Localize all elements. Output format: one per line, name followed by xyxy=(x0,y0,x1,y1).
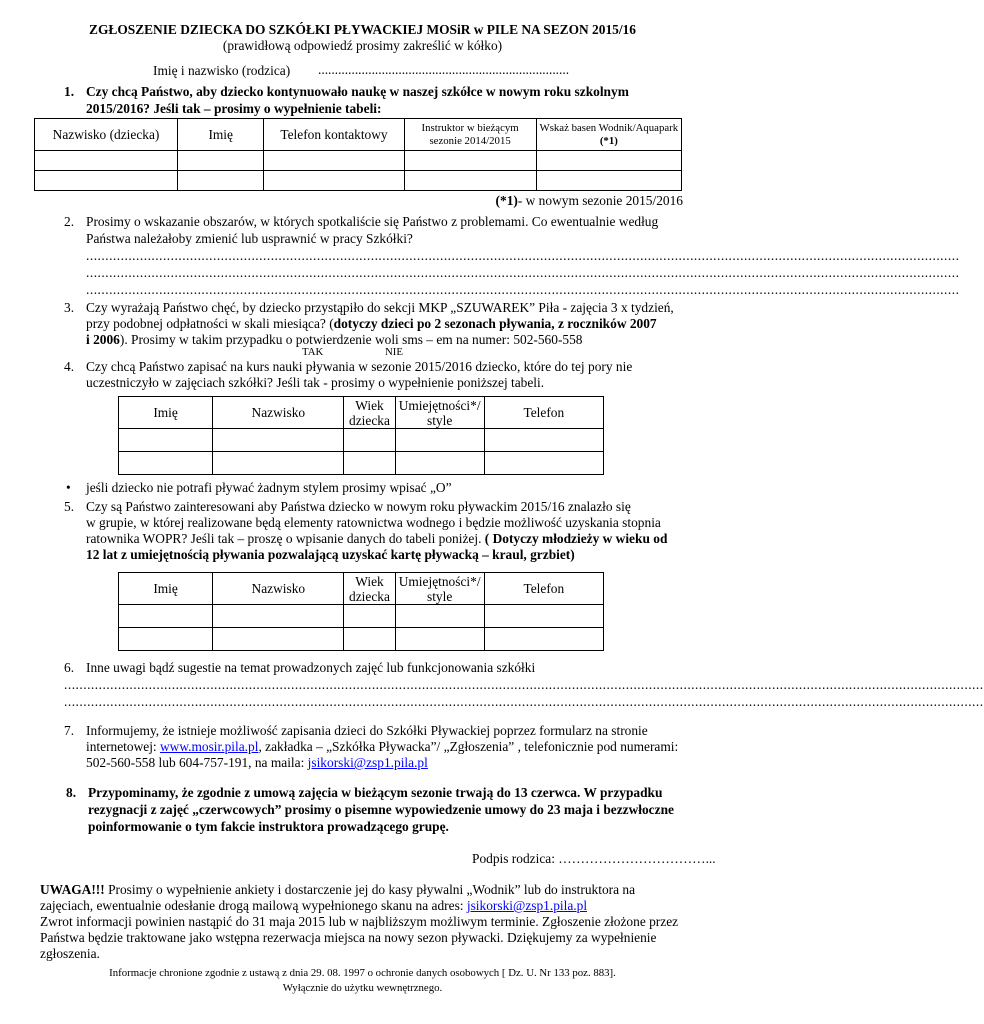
q1-col-nazwisko: Nazwisko (dziecka) xyxy=(35,119,178,151)
uwaga-line2 xyxy=(40,898,587,914)
table-cell[interactable] xyxy=(119,628,213,651)
q6-answer-line[interactable]: ............................................................................................................................................................................................................................................... xyxy=(64,677,984,692)
q6-text: Inne uwagi bądź sugestie na temat prowadzonych zajęć lub funkcjonowania szkółki xyxy=(86,660,536,675)
q2-answer-line[interactable]: ................................................................................................................................................................................................................................... xyxy=(86,265,960,280)
q8-text-line3: poinformowanie o tym fakcie instruktora prowadzącego grupę. xyxy=(88,819,449,834)
parent-name-label: Imię i nazwisko (rodzica) xyxy=(153,63,291,78)
q4-bullet-note: jeśli dziecko nie potrafi pływać żadnym stylem prosimy wpisać „O” xyxy=(86,480,452,495)
q5-text-bold: ( Dotyczy młodzieży w wieku od xyxy=(481,531,668,546)
q2-text-line1: Prosimy o wskazanie obszarów, w których spotkaliście się Państwo z problemami. Co ewentualnie według xyxy=(86,214,659,229)
q5-text-line3 xyxy=(86,531,686,547)
email-link[interactable]: jsikorski@zsp1.pila.pl xyxy=(307,755,428,770)
uwaga-line4: Państwa będzie traktowane jako wstępna rezerwacja miejsca na nowy sezon pływacki. Dziękujemy za wypełnienie xyxy=(40,930,657,945)
q5-col-telefon: Telefon xyxy=(484,573,603,605)
q5-text-line4: 12 lat z umiejętnością pływania pozwalającą uzyskać kartę pływacką – kraul, grzbiet) xyxy=(86,547,575,562)
table-cell[interactable] xyxy=(178,151,264,171)
table-cell[interactable] xyxy=(344,605,395,628)
uwaga-text: Prosimy o wypełnienie ankiety i dostarczenie jej do kasy pływalni „Wodnik” lub do instruktora na xyxy=(104,882,636,897)
table-cell[interactable] xyxy=(536,151,681,171)
q5-text-line2: w grupie, w której realizowane będą elementy ratownictwa wodnego i będzie możliwość uzyskania stopnia xyxy=(86,515,661,530)
q5-col-umiejetnosci: Umiejętności*/ style xyxy=(395,573,484,605)
table-cell[interactable] xyxy=(178,171,264,191)
table-cell[interactable] xyxy=(536,171,681,191)
table-cell[interactable] xyxy=(484,452,603,475)
table-cell[interactable] xyxy=(395,628,484,651)
q1-footnote xyxy=(496,193,683,209)
q7-text-plain: internetowej: xyxy=(86,739,160,754)
table-cell[interactable] xyxy=(404,171,536,191)
page-subtitle: (prawidłową odpowiedź prosimy zakreślić w kółko) xyxy=(222,38,503,53)
table-cell[interactable] xyxy=(264,151,404,171)
q7-text-line3 xyxy=(86,755,428,771)
q1-col-basen-mark: (*1) xyxy=(599,134,618,147)
table-cell[interactable] xyxy=(344,452,395,475)
q1-text-line1: Czy chcą Państwo, aby dziecko kontynuowało naukę w naszej szkółce w nowym roku szkolnym xyxy=(86,84,629,99)
table-cell[interactable] xyxy=(395,605,484,628)
table-cell[interactable] xyxy=(344,628,395,651)
q3-text-plain: ). Prosimy w takim przypadku o potwierdzenie woli sms – em na numer: 502-560-558 xyxy=(119,332,583,347)
q1-col-basen-label: Wskaż basen Wodnik/Aquapark xyxy=(539,121,679,134)
bullet-icon: • xyxy=(66,480,71,495)
q5-table xyxy=(118,572,604,651)
q4-col-umiejetnosci: Umiejętności*/ style xyxy=(395,397,484,429)
footer-legal-note: Informacje chronione zgodnie z ustawą z dnia 29. 08. 1997 o ochronie danych osobowych [ Dz. U. Nr 133 poz. 883]. xyxy=(109,967,616,979)
signature-line[interactable]: Podpis rodzica: ……………………………... xyxy=(472,851,716,866)
q4-number: 4. xyxy=(64,359,75,374)
table-cell[interactable] xyxy=(213,605,344,628)
table-cell[interactable] xyxy=(213,628,344,651)
q1-col-imie: Imię xyxy=(178,119,264,151)
q3-text-plain: przy podobnej odpłatności w skali miesiąca? ( xyxy=(86,316,334,331)
q6-number: 6. xyxy=(64,660,75,675)
q4-table xyxy=(118,396,604,475)
uwaga-label: UWAGA!!! xyxy=(40,882,105,897)
q7-text-plain: , zakładka – „Szkółka Pływacka”/ „Zgłoszenia” , telefonicznie pod numerami: xyxy=(258,739,679,754)
q5-col-imie: Imię xyxy=(119,573,213,605)
q1-footnote-text: - w nowym sezonie 2015/2016 xyxy=(517,193,683,208)
table-cell[interactable] xyxy=(213,452,344,475)
q7-number: 7. xyxy=(64,723,75,738)
q4-col-wiek: Wiek dziecka xyxy=(344,397,395,429)
q3-text-bold: i 2006 xyxy=(86,332,120,347)
table-cell[interactable] xyxy=(35,171,178,191)
uwaga-line3: Zwrot informacji powinien nastąpić do 31 maja 2015 lub w najbliższym możliwym terminie. Zgłoszenie złożone przez xyxy=(40,914,679,929)
q1-col-telefon: Telefon kontaktowy xyxy=(264,119,404,151)
q4-col-nazwisko: Nazwisko xyxy=(213,397,344,429)
q3-text-line3 xyxy=(86,332,583,348)
q8-text-line2: rezygnacji z zajęć „czerwcowych” prosimy o pisemne wypowiedzenie umowy do 23 maja i bezzwłoczne xyxy=(88,802,674,817)
parent-name-field[interactable]: ........................................................................... xyxy=(318,62,570,77)
q3-option-nie[interactable]: NIE xyxy=(385,346,403,358)
uwaga-line5: zgłoszenia. xyxy=(40,946,100,961)
table-cell[interactable] xyxy=(484,628,603,651)
q3-text-line1: Czy wyrażają Państwo chęć, by dziecko przystąpiło do sekcji MKP „SZUWAREK” Piła - zajęcia 3 x tydzień, xyxy=(86,300,674,315)
q5-number: 5. xyxy=(64,499,75,514)
q1-number: 1. xyxy=(64,84,75,99)
q1-text-line2: 2015/2016? Jeśli tak – prosimy o wypełnienie tabeli: xyxy=(86,101,382,116)
table-cell[interactable] xyxy=(404,151,536,171)
q2-number: 2. xyxy=(64,214,75,229)
q3-text-bold: dotyczy dzieci po 2 sezonach pływania, z roczników 2007 xyxy=(333,316,657,331)
uwaga-line1 xyxy=(40,882,684,898)
q1-footnote-mark: (*1) xyxy=(495,193,518,208)
q7-text-line1: Informujemy, że istnieje możliwość zapisania dzieci do Szkółki Pływackiej poprzez formularz na stronie xyxy=(86,723,648,738)
q3-option-tak[interactable]: TAK xyxy=(302,346,324,358)
table-cell[interactable] xyxy=(395,429,484,452)
q2-answer-line[interactable]: ................................................................................................................................................................................................................................... xyxy=(86,282,960,297)
q4-text-line2: uczestniczyło w zajęciach szkółki? Jeśli tak - prosimy o wypełnienie poniższej tabeli. xyxy=(86,375,545,390)
q6-answer-line[interactable]: ............................................................................................................................................................................................................................................... xyxy=(64,694,984,709)
q4-col-telefon: Telefon xyxy=(484,397,603,429)
q5-col-nazwisko: Nazwisko xyxy=(213,573,344,605)
q2-text-line2: Państwa należałoby zmienić lub usprawnić w pracy Szkółki? xyxy=(86,231,413,246)
uwaga-email-link[interactable]: jsikorski@zsp1.pila.pl xyxy=(466,898,588,913)
table-cell[interactable] xyxy=(119,452,213,475)
q8-number: 8. xyxy=(66,785,77,800)
table-cell[interactable] xyxy=(344,429,395,452)
q5-text-plain: ratownika WOPR? Jeśli tak – proszę o wpisanie danych do tabeli poniżej. xyxy=(86,531,482,546)
q2-answer-line[interactable]: ................................................................................................................................................................................................................................... xyxy=(86,248,960,263)
q1-table xyxy=(34,118,682,191)
q7-text-plain: 502-560-558 lub 604-757-191, na maila: xyxy=(86,755,308,770)
table-cell[interactable] xyxy=(484,429,603,452)
q3-text-line2 xyxy=(86,316,684,332)
mosir-website-link[interactable]: www.mosir.pila.pl xyxy=(160,739,259,754)
q5-col-wiek: Wiek dziecka xyxy=(344,573,395,605)
table-cell[interactable] xyxy=(484,605,603,628)
table-cell[interactable] xyxy=(395,452,484,475)
q5-text-line1: Czy są Państwo zainteresowani aby Państwa dziecko w nowym roku pływackim 2015/16 znalazło się xyxy=(86,499,631,514)
table-cell[interactable] xyxy=(119,605,213,628)
table-cell[interactable] xyxy=(35,151,178,171)
table-cell[interactable] xyxy=(264,171,404,191)
q7-text-line2 xyxy=(86,739,678,755)
page-title: ZGŁOSZENIE DZIECKA DO SZKÓŁKI PŁYWACKIEJ MOSiR w PILE NA SEZON 2015/16 xyxy=(89,22,636,37)
q4-col-imie: Imię xyxy=(119,397,213,429)
q1-col-basen xyxy=(536,119,681,151)
uwaga-text: zajęciach, ewentualnie odesłanie drogą mailową wypełnionego skanu na adres: xyxy=(40,898,467,913)
footer-internal-use: Wyłącznie do użytku wewnętrznego. xyxy=(282,982,443,994)
table-cell[interactable] xyxy=(119,429,213,452)
q4-text-line1: Czy chcą Państwo zapisać na kurs nauki pływania w sezonie 2015/2016 dziecko, które do tej pory nie xyxy=(86,359,633,374)
q1-col-instruktor: Instruktor w bieżącym sezonie 2014/2015 xyxy=(404,119,536,151)
q8-text-line1: Przypominamy, że zgodnie z umową zajęcia w bieżącym sezonie trwają do 13 czerwca. W przypadku xyxy=(88,785,663,800)
q3-number: 3. xyxy=(64,300,75,315)
table-cell[interactable] xyxy=(213,429,344,452)
